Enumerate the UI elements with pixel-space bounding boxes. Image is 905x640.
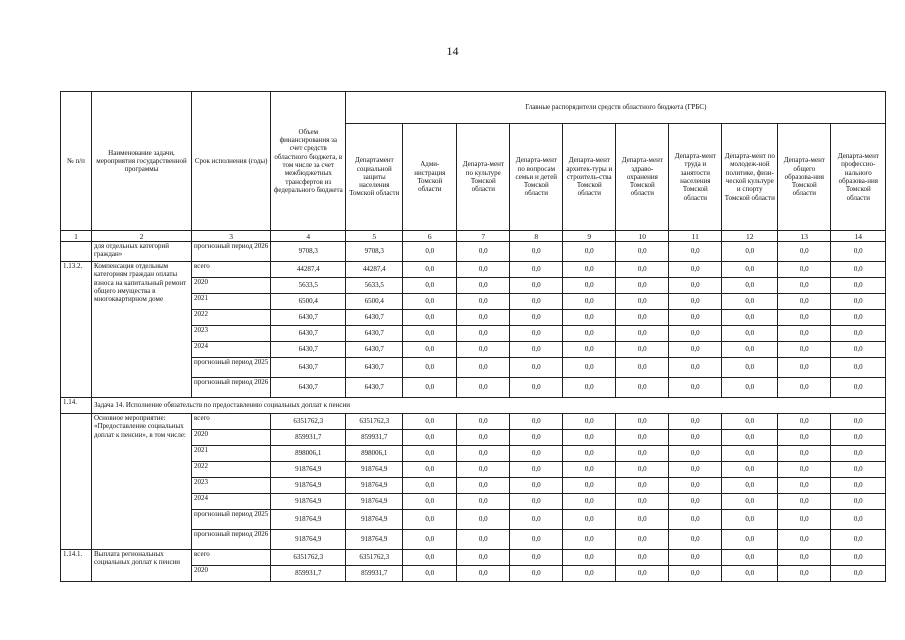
grbs-value: 0,0 (669, 262, 722, 278)
social-protection-value: 918764,9 (346, 478, 403, 494)
social-protection-value: 6500,4 (346, 294, 403, 310)
grbs-value: 0,0 (778, 262, 831, 278)
grbs-value: 0,0 (616, 278, 669, 294)
grbs-value: 0,0 (778, 550, 831, 566)
grbs-value: 0,0 (669, 494, 722, 510)
grbs-value: 0,0 (616, 378, 669, 398)
grbs-value: 0,0 (831, 358, 886, 378)
header-col-number: 7 (457, 231, 510, 242)
grbs-value: 0,0 (457, 510, 510, 530)
total-value: 6500,4 (271, 294, 346, 310)
grbs-value: 0,0 (563, 530, 616, 550)
grbs-value: 0,0 (457, 494, 510, 510)
grbs-value: 0,0 (778, 414, 831, 430)
period-cell: 2022 (192, 310, 271, 326)
budget-table (60, 91, 886, 582)
social-protection-value: 6351762,3 (346, 550, 403, 566)
grbs-value: 0,0 (616, 550, 669, 566)
grbs-value: 0,0 (563, 326, 616, 342)
grbs-value: 0,0 (563, 342, 616, 358)
grbs-value: 0,0 (616, 326, 669, 342)
row-number: 1.14.1. (61, 550, 92, 582)
grbs-value: 0,0 (403, 510, 457, 530)
grbs-value: 0,0 (457, 446, 510, 462)
grbs-value: 0,0 (722, 414, 778, 430)
header-col-number: 5 (346, 231, 403, 242)
total-value: 918764,9 (271, 510, 346, 530)
grbs-value: 0,0 (510, 550, 563, 566)
grbs-value: 0,0 (831, 310, 886, 326)
grbs-value: 0,0 (831, 294, 886, 310)
total-value: 898006,1 (271, 446, 346, 462)
header-col-number: 1 (61, 231, 92, 242)
social-protection-value: 859931,7 (346, 430, 403, 446)
period-cell: 2024 (192, 342, 271, 358)
grbs-value: 0,0 (403, 530, 457, 550)
grbs-value: 0,0 (616, 462, 669, 478)
header-grbs-col: Департа-мент общего образова-ния Томской области (778, 124, 831, 231)
grbs-value: 0,0 (403, 262, 457, 278)
grbs-value: 0,0 (722, 342, 778, 358)
period-cell: прогнозный период 2026 (192, 530, 271, 550)
grbs-value: 0,0 (457, 378, 510, 398)
grbs-value: 0,0 (616, 294, 669, 310)
grbs-value: 0,0 (403, 494, 457, 510)
grbs-value: 0,0 (669, 566, 722, 582)
grbs-value: 0,0 (722, 446, 778, 462)
grbs-value: 0,0 (563, 310, 616, 326)
grbs-value: 0,0 (778, 278, 831, 294)
grbs-value: 0,0 (510, 262, 563, 278)
header-grbs-col: Департа-мент профессио-нального образова-ния Томской области (831, 124, 886, 231)
social-protection-value: 6351762,3 (346, 414, 403, 430)
grbs-value: 0,0 (616, 242, 669, 262)
grbs-value: 0,0 (831, 566, 886, 582)
grbs-value: 0,0 (669, 326, 722, 342)
grbs-value: 0,0 (778, 342, 831, 358)
grbs-value: 0,0 (831, 510, 886, 530)
grbs-value: 0,0 (722, 566, 778, 582)
grbs-value: 0,0 (403, 278, 457, 294)
grbs-value: 0,0 (563, 294, 616, 310)
grbs-value: 0,0 (669, 430, 722, 446)
grbs-value: 0,0 (616, 262, 669, 278)
grbs-value: 0,0 (457, 430, 510, 446)
table-row (61, 398, 886, 414)
period-cell: всего (192, 414, 271, 430)
total-value: 5633,5 (271, 278, 346, 294)
period-cell: 2021 (192, 446, 271, 462)
grbs-value: 0,0 (831, 462, 886, 478)
grbs-value: 0,0 (457, 278, 510, 294)
grbs-value: 0,0 (510, 566, 563, 582)
header-col-number: 4 (271, 231, 346, 242)
grbs-value: 0,0 (403, 294, 457, 310)
header-grbs-col: Департа-мент по вопросам семьи и детей Томской области (510, 124, 563, 231)
activity-name: Компенсация отдельным категориям граждан оплаты взноса на капитальный ремонт общего имущества в многоквартирном доме (92, 262, 192, 398)
grbs-value: 0,0 (616, 494, 669, 510)
grbs-value: 0,0 (563, 566, 616, 582)
grbs-value: 0,0 (669, 294, 722, 310)
grbs-value: 0,0 (616, 310, 669, 326)
total-value: 918764,9 (271, 462, 346, 478)
grbs-value: 0,0 (831, 530, 886, 550)
grbs-value: 0,0 (778, 294, 831, 310)
grbs-value: 0,0 (722, 262, 778, 278)
grbs-value: 0,0 (669, 414, 722, 430)
grbs-value: 0,0 (563, 462, 616, 478)
period-cell: прогнозный период 2026 (192, 378, 271, 398)
grbs-value: 0,0 (616, 430, 669, 446)
grbs-value: 0,0 (510, 414, 563, 430)
grbs-value: 0,0 (831, 430, 886, 446)
header-col-number: 13 (778, 231, 831, 242)
period-cell: 2023 (192, 478, 271, 494)
grbs-value: 0,0 (616, 342, 669, 358)
grbs-value: 0,0 (831, 550, 886, 566)
social-protection-value: 918764,9 (346, 530, 403, 550)
grbs-value: 0,0 (722, 358, 778, 378)
header-col-number: 6 (403, 231, 457, 242)
grbs-value: 0,0 (778, 430, 831, 446)
header-grbs-col: Департа-мент по молодеж-ной политике, физи-ческой культуре и спорту Томской области (722, 124, 778, 231)
grbs-value: 0,0 (669, 478, 722, 494)
grbs-value: 0,0 (563, 378, 616, 398)
grbs-value: 0,0 (510, 342, 563, 358)
grbs-value: 0,0 (831, 414, 886, 430)
header-grbs-col: Департа-мент архитек-туры и строитель-ства Томской области (563, 124, 616, 231)
grbs-value: 0,0 (403, 358, 457, 378)
grbs-value: 0,0 (510, 510, 563, 530)
grbs-value: 0,0 (831, 478, 886, 494)
grbs-value: 0,0 (722, 242, 778, 262)
social-protection-value: 859931,7 (346, 566, 403, 582)
total-value: 6430,7 (271, 378, 346, 398)
activity-name: Выплата региональных социальных доплат к пенсии (92, 550, 192, 582)
table-row (61, 550, 886, 566)
grbs-value: 0,0 (616, 358, 669, 378)
grbs-value: 0,0 (563, 430, 616, 446)
header-grbs-title: Главные распорядители средств областного бюджета (ГРБС) (346, 92, 886, 124)
grbs-value: 0,0 (722, 430, 778, 446)
social-protection-value: 6430,7 (346, 358, 403, 378)
grbs-value: 0,0 (831, 326, 886, 342)
header-grbs-col: Департа-мент труда и занятости населения Томской области (669, 124, 722, 231)
total-value: 918764,9 (271, 494, 346, 510)
grbs-value: 0,0 (616, 510, 669, 530)
grbs-value: 0,0 (778, 378, 831, 398)
grbs-value: 0,0 (563, 278, 616, 294)
total-value: 918764,9 (271, 478, 346, 494)
grbs-value: 0,0 (563, 358, 616, 378)
row-number: 1.13.2. (61, 262, 92, 398)
grbs-value: 0,0 (403, 326, 457, 342)
grbs-value: 0,0 (510, 462, 563, 478)
grbs-value: 0,0 (722, 478, 778, 494)
table-row (61, 262, 886, 278)
table-row (61, 242, 886, 262)
grbs-value: 0,0 (669, 310, 722, 326)
grbs-value: 0,0 (831, 494, 886, 510)
grbs-value: 0,0 (831, 342, 886, 358)
total-value: 859931,7 (271, 430, 346, 446)
grbs-value: 0,0 (510, 278, 563, 294)
period-cell: 2020 (192, 566, 271, 582)
grbs-value: 0,0 (457, 342, 510, 358)
grbs-value: 0,0 (510, 446, 563, 462)
grbs-value: 0,0 (563, 494, 616, 510)
header-col-term: Срок исполнения (годы) (192, 92, 271, 231)
grbs-value: 0,0 (563, 510, 616, 530)
header-grbs-col: Департа-мент по культуре Томской области (457, 124, 510, 231)
header-col-number: 8 (510, 231, 563, 242)
grbs-value: 0,0 (831, 242, 886, 262)
grbs-value: 0,0 (669, 550, 722, 566)
grbs-value: 0,0 (831, 446, 886, 462)
period-cell: 2020 (192, 278, 271, 294)
grbs-value: 0,0 (403, 310, 457, 326)
total-value: 6351762,3 (271, 550, 346, 566)
grbs-value: 0,0 (457, 566, 510, 582)
grbs-value: 0,0 (669, 358, 722, 378)
period-cell: 2022 (192, 462, 271, 478)
grbs-value: 0,0 (669, 278, 722, 294)
grbs-value: 0,0 (510, 494, 563, 510)
row-number (61, 242, 92, 262)
grbs-value: 0,0 (510, 242, 563, 262)
grbs-value: 0,0 (403, 430, 457, 446)
period-cell: прогнозный период 2026 (192, 242, 271, 262)
grbs-value: 0,0 (510, 294, 563, 310)
grbs-value: 0,0 (457, 294, 510, 310)
header-col-number: 12 (722, 231, 778, 242)
total-value: 6430,7 (271, 358, 346, 378)
grbs-value: 0,0 (778, 530, 831, 550)
grbs-value: 0,0 (403, 550, 457, 566)
table-row (61, 414, 886, 430)
grbs-value: 0,0 (457, 242, 510, 262)
grbs-value: 0,0 (669, 446, 722, 462)
total-value: 918764,9 (271, 530, 346, 550)
grbs-value: 0,0 (616, 446, 669, 462)
grbs-value: 0,0 (669, 462, 722, 478)
social-protection-value: 918764,9 (346, 510, 403, 530)
grbs-value: 0,0 (510, 478, 563, 494)
grbs-value: 0,0 (616, 530, 669, 550)
task-title: Задача 14. Исполнение обязательств по предоставлению социальных доплат к пенсии (92, 398, 886, 414)
grbs-value: 0,0 (722, 550, 778, 566)
header-col-number: 9 (563, 231, 616, 242)
social-protection-value: 918764,9 (346, 494, 403, 510)
grbs-value: 0,0 (722, 278, 778, 294)
social-protection-value: 9708,3 (346, 242, 403, 262)
header-col-name: Наименование задачи, мероприятия государственной программы (92, 92, 192, 231)
grbs-value: 0,0 (457, 478, 510, 494)
header-col-number: 11 (669, 231, 722, 242)
grbs-value: 0,0 (722, 326, 778, 342)
grbs-value: 0,0 (510, 358, 563, 378)
grbs-value: 0,0 (510, 310, 563, 326)
period-cell: всего (192, 550, 271, 566)
grbs-value: 0,0 (510, 326, 563, 342)
grbs-value: 0,0 (563, 478, 616, 494)
header-col-number: 10 (616, 231, 669, 242)
social-protection-value: 6430,7 (346, 342, 403, 358)
grbs-value: 0,0 (510, 378, 563, 398)
total-value: 859931,7 (271, 566, 346, 582)
social-protection-value: 6430,7 (346, 326, 403, 342)
grbs-value: 0,0 (669, 242, 722, 262)
grbs-value: 0,0 (831, 262, 886, 278)
grbs-value: 0,0 (563, 446, 616, 462)
social-protection-value: 898006,1 (346, 446, 403, 462)
grbs-value: 0,0 (403, 242, 457, 262)
header-col-number: 3 (192, 231, 271, 242)
grbs-value: 0,0 (510, 430, 563, 446)
social-protection-value: 5633,5 (346, 278, 403, 294)
grbs-value: 0,0 (722, 510, 778, 530)
row-number (61, 414, 92, 550)
header-col-number: 2 (92, 231, 192, 242)
total-value: 6430,7 (271, 310, 346, 326)
grbs-value: 0,0 (778, 358, 831, 378)
grbs-value: 0,0 (722, 310, 778, 326)
period-cell: всего (192, 262, 271, 278)
grbs-value: 0,0 (457, 462, 510, 478)
grbs-value: 0,0 (457, 326, 510, 342)
grbs-value: 0,0 (722, 378, 778, 398)
period-cell: прогнозный период 2025 (192, 510, 271, 530)
social-protection-value: 6430,7 (346, 310, 403, 326)
activity-name: Основное мероприятие: «Предоставление социальных доплат к пенсии», в том числе: (92, 414, 192, 550)
grbs-value: 0,0 (722, 462, 778, 478)
grbs-value: 0,0 (778, 494, 831, 510)
grbs-value: 0,0 (457, 358, 510, 378)
grbs-value: 0,0 (722, 294, 778, 310)
period-cell: прогнозный период 2025 (192, 358, 271, 378)
grbs-value: 0,0 (616, 566, 669, 582)
header-grbs-col: Департа-мент здраво-охранения Томской области (616, 124, 669, 231)
grbs-value: 0,0 (722, 494, 778, 510)
grbs-value: 0,0 (831, 278, 886, 294)
header-grbs-col: Адми-нистрация Томской области (403, 124, 457, 231)
social-protection-value: 44287,4 (346, 262, 403, 278)
grbs-value: 0,0 (778, 310, 831, 326)
header-col-no: № п/п (61, 92, 92, 231)
grbs-value: 0,0 (403, 378, 457, 398)
grbs-value: 0,0 (778, 462, 831, 478)
grbs-value: 0,0 (563, 242, 616, 262)
row-number: 1.14. (61, 398, 92, 414)
grbs-value: 0,0 (510, 530, 563, 550)
header-grbs-col: Департамент социальной защиты населения Томской области (346, 124, 403, 231)
grbs-value: 0,0 (778, 242, 831, 262)
grbs-value: 0,0 (722, 530, 778, 550)
social-protection-value: 918764,9 (346, 462, 403, 478)
header-col-volume: Объем финансирования за счет средств областного бюджета, в том числе за счет межбюджетных трансфертов из федерального бюджета (271, 92, 346, 231)
grbs-value: 0,0 (457, 550, 510, 566)
grbs-value: 0,0 (669, 530, 722, 550)
total-value: 6430,7 (271, 326, 346, 342)
grbs-value: 0,0 (563, 262, 616, 278)
total-value: 6351762,3 (271, 414, 346, 430)
grbs-value: 0,0 (457, 310, 510, 326)
grbs-value: 0,0 (403, 342, 457, 358)
page-number: 14 (446, 44, 459, 58)
grbs-value: 0,0 (669, 378, 722, 398)
grbs-value: 0,0 (457, 262, 510, 278)
period-cell: 2020 (192, 430, 271, 446)
social-protection-value: 6430,7 (346, 378, 403, 398)
grbs-value: 0,0 (778, 326, 831, 342)
grbs-value: 0,0 (669, 342, 722, 358)
total-value: 9708,3 (271, 242, 346, 262)
period-cell: 2021 (192, 294, 271, 310)
grbs-value: 0,0 (457, 530, 510, 550)
grbs-value: 0,0 (778, 446, 831, 462)
grbs-value: 0,0 (778, 510, 831, 530)
header-col-number: 14 (831, 231, 886, 242)
grbs-value: 0,0 (616, 414, 669, 430)
grbs-value: 0,0 (403, 462, 457, 478)
grbs-value: 0,0 (457, 414, 510, 430)
grbs-value: 0,0 (403, 478, 457, 494)
period-cell: 2023 (192, 326, 271, 342)
activity-name: для отдельных категорий граждан» (92, 242, 192, 262)
grbs-value: 0,0 (403, 414, 457, 430)
grbs-value: 0,0 (669, 510, 722, 530)
grbs-value: 0,0 (563, 414, 616, 430)
total-value: 44287,4 (271, 262, 346, 278)
grbs-value: 0,0 (616, 478, 669, 494)
grbs-value: 0,0 (403, 566, 457, 582)
grbs-value: 0,0 (831, 378, 886, 398)
total-value: 6430,7 (271, 342, 346, 358)
grbs-value: 0,0 (778, 566, 831, 582)
period-cell: 2024 (192, 494, 271, 510)
grbs-value: 0,0 (403, 446, 457, 462)
grbs-value: 0,0 (778, 478, 831, 494)
grbs-value: 0,0 (563, 550, 616, 566)
